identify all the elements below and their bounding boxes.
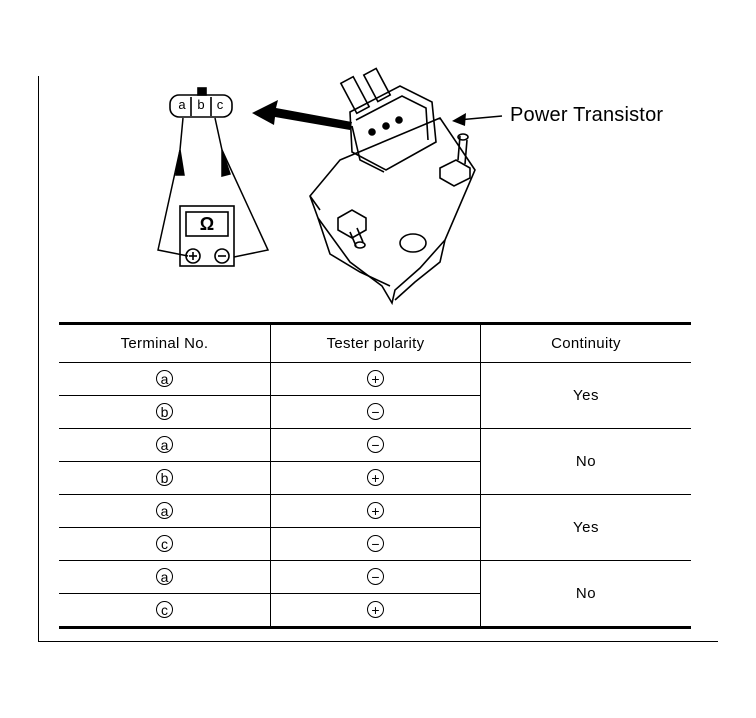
terminal-cell: [59, 363, 271, 396]
terminal-label-c: c: [216, 97, 224, 112]
arrow-to-connector: [252, 100, 352, 130]
polarity-cell: [271, 396, 481, 429]
terminal-cell: [59, 429, 271, 462]
terminal-badge: b: [156, 403, 173, 420]
callout-leader: [452, 113, 502, 126]
terminal-cell: [59, 462, 271, 495]
terminal-badge: a: [156, 568, 173, 585]
terminal-badge: c: [156, 535, 173, 552]
terminal-badge: a: [156, 436, 173, 453]
table-row: [59, 429, 691, 462]
polarity-cell: [271, 363, 481, 396]
continuity-cell: No: [481, 561, 692, 628]
polarity-cell: [271, 462, 481, 495]
table-row: [59, 363, 691, 396]
terminal-cell: [59, 495, 271, 528]
polarity-badge: +: [367, 469, 384, 486]
continuity-cell: Yes: [481, 363, 692, 429]
polarity-cell: [271, 528, 481, 561]
transistor-body: [310, 68, 475, 303]
polarity-badge: −: [367, 403, 384, 420]
header-terminal-no: Terminal No.: [59, 324, 271, 363]
polarity-badge: +: [367, 370, 384, 387]
terminal-label-b: b: [197, 97, 205, 112]
continuity-cell: No: [481, 429, 692, 495]
power-transistor-label: Power Transistor: [510, 104, 664, 126]
terminal-cell: [59, 396, 271, 429]
table-row: [59, 561, 691, 594]
frame-bottom-rule: [38, 641, 718, 642]
header-continuity: Continuity: [481, 324, 692, 363]
ohmmeter-symbol: Ω: [199, 214, 215, 234]
polarity-cell: [271, 429, 481, 462]
terminal-cell: [59, 561, 271, 594]
continuity-cell: Yes: [481, 495, 692, 561]
continuity-table: [59, 322, 691, 629]
table-header-row: [59, 324, 691, 363]
polarity-badge: +: [367, 502, 384, 519]
polarity-badge: −: [367, 535, 384, 552]
header-tester-polarity: Tester polarity: [271, 324, 481, 363]
polarity-cell: [271, 495, 481, 528]
terminal-cell: [59, 528, 271, 561]
power-transistor-illustration: [0, 0, 756, 318]
polarity-badge: −: [367, 436, 384, 453]
terminal-cell: [59, 594, 271, 628]
polarity-cell: [271, 594, 481, 628]
terminal-label-a: a: [178, 97, 186, 112]
polarity-badge: +: [367, 601, 384, 618]
table-row: [59, 495, 691, 528]
terminal-badge: a: [156, 502, 173, 519]
polarity-cell: [271, 561, 481, 594]
terminal-badge: c: [156, 601, 173, 618]
terminal-badge: b: [156, 469, 173, 486]
terminal-badge: a: [156, 370, 173, 387]
polarity-badge: −: [367, 568, 384, 585]
